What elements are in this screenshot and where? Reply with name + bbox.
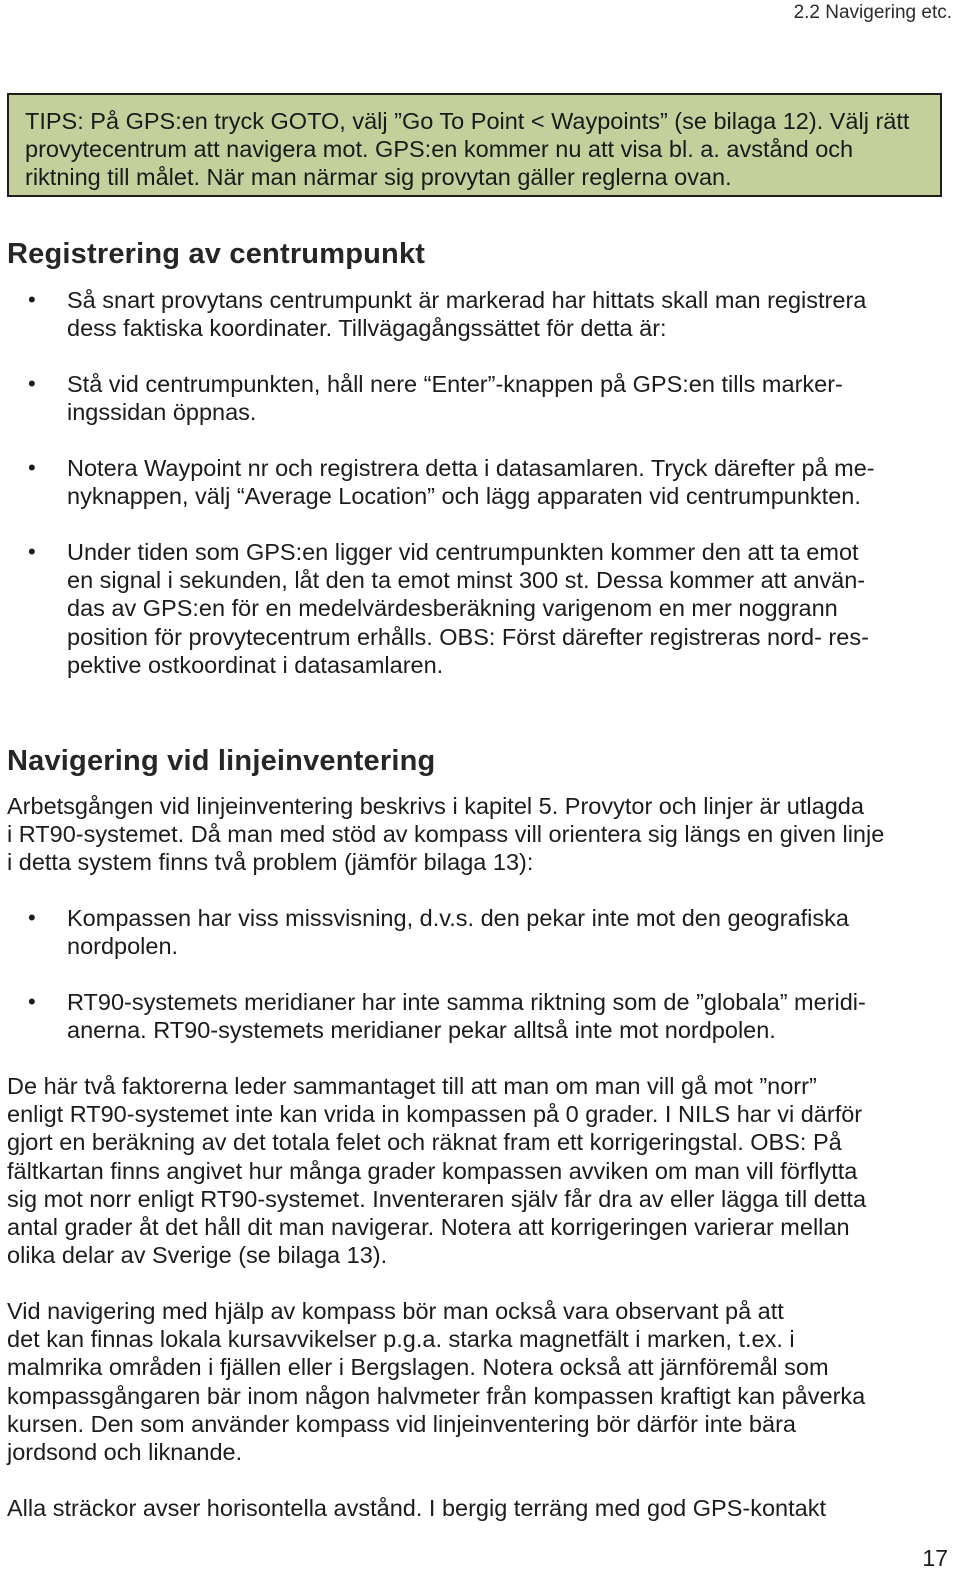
text-line: det kan finnas lokala kursavvikelser p.g.a. starka magnetfält i marken, t.ex. i <box>7 1326 795 1353</box>
paragraph-intro <box>7 792 949 877</box>
bullet-icon: • <box>28 989 36 1014</box>
text-line: kompassgångaren bär inom någon halvmeter från kompassen kraftigt kan påverka <box>7 1382 866 1409</box>
bullet-icon: • <box>28 371 36 396</box>
text-line: Arbetsgången vid linjeinventering beskrivs i kapitel 5. Provytor och linjer är utlagda <box>7 793 864 819</box>
text-line: pektive ostkoordinat i datasamlaren. <box>67 651 444 678</box>
text-line: olika delar av Sverige (se bilaga 13). <box>7 1242 388 1269</box>
tips-box <box>7 93 942 197</box>
paragraph-distances <box>7 1494 949 1522</box>
tips-line: provytecentrum att navigera mot. GPS:en kommer nu att visa bl. a. avstånd och <box>25 136 854 162</box>
text-line: Så snart provytans centrumpunkt är markerad har hittats skall man registrera <box>67 287 867 313</box>
text-line: dess faktiska koordinater. Tillvägagångssättet för detta är: <box>67 315 667 342</box>
text-line: en signal i sekunden, låt den ta emot minst 300 st. Dessa kommer att använ- <box>67 567 866 594</box>
text-line: RT90-systemets meridianer har inte samma riktning som de ”globala” meridi- <box>67 989 866 1015</box>
text-line: fältkartan finns angivet hur många grader kompassen avviken om man vill förflytta <box>7 1157 858 1184</box>
list-item-text <box>67 538 949 679</box>
list-item-text <box>67 988 949 1044</box>
text-line: Alla sträckor avser horisontella avstånd. I bergig terräng med god GPS-kontakt <box>7 1495 826 1521</box>
tips-line: riktning till målet. När man närmar sig provytan gäller reglerna ovan. <box>25 164 732 190</box>
section-heading-navigering: Navigering vid linjeinventering <box>7 745 436 777</box>
text-line: Kompassen har viss missvisning, d.v.s. den pekar inte mot den geografiska <box>67 905 849 931</box>
paragraph-magnetic <box>7 1297 949 1466</box>
text-line: gjort en beräkning av det totala felet och räknat fram ett korrigeringstal. OBS: På <box>7 1129 842 1156</box>
section-heading-registrering: Registrering av centrumpunkt <box>7 238 426 270</box>
text-line: enligt RT90-systemet inte kan vrida in kompassen på 0 grader. I NILS har vi därför <box>7 1101 863 1128</box>
page-number: 17 <box>922 1545 948 1571</box>
text-line: anerna. RT90-systemets meridianer pekar alltså inte mot nordpolen. <box>67 1017 776 1044</box>
text-line: Stå vid centrumpunkten, håll nere “Enter”-knappen på GPS:en tills marker- <box>67 371 843 397</box>
text-line: Vid navigering med hjälp av kompass bör man också vara observant på att <box>7 1298 784 1324</box>
text-line: nyknappen, välj “Average Location” och lägg apparaten vid centrumpunkten. <box>67 483 861 510</box>
text-line: sig mot norr enligt RT90-systemet. Inventeraren själv får dra av eller lägga till detta <box>7 1185 867 1212</box>
bullet-icon: • <box>28 539 36 564</box>
text-line: ingssidan öppnas. <box>67 399 257 426</box>
text-line: i detta system finns två problem (jämför bilaga 13): <box>7 849 534 876</box>
paragraph-correction <box>7 1072 949 1269</box>
text-line: position för provytecentrum erhålls. OBS: Först därefter registreras nord- res- <box>67 623 869 650</box>
list-item-text <box>67 286 949 342</box>
list-item-text <box>67 904 949 960</box>
text-line: De här två faktorerna leder sammantaget till att man om man vill gå mot ”norr” <box>7 1073 817 1099</box>
text-line: kursen. Den som använder kompass vid linjeinventering bör därför inte bära <box>7 1410 796 1437</box>
list-item-text <box>67 370 949 426</box>
text-line: antal grader åt det håll dit man navigerar. Notera att korrigeringen varierar mellan <box>7 1214 850 1241</box>
text-line: Notera Waypoint nr och registrera detta i datasamlaren. Tryck därefter på me- <box>67 455 875 481</box>
bullet-icon: • <box>28 287 36 312</box>
text-line: i RT90-systemet. Då man med stöd av kompass vill orientera sig längs en given linje <box>7 821 885 848</box>
text-line: jordsond och liknande. <box>7 1439 243 1466</box>
text-line: malmrika områden i fjällen eller i Bergslagen. Notera också att järnföremål som <box>7 1354 829 1381</box>
tips-line: TIPS: På GPS:en tryck GOTO, välj ”Go To Point < Waypoints” (se bilaga 12). Välj rätt <box>25 108 910 134</box>
list-item-text <box>67 454 949 510</box>
bullet-icon: • <box>28 905 36 930</box>
running-header: 2.2 Navigering etc. <box>793 2 952 23</box>
text-line: Under tiden som GPS:en ligger vid centrumpunkten kommer den att ta emot <box>67 539 859 565</box>
text-line: das av GPS:en för en medelvärdesberäkning varigenom en mer noggrann <box>67 595 838 622</box>
bullet-icon: • <box>28 455 36 480</box>
text-line: nordpolen. <box>67 933 179 960</box>
